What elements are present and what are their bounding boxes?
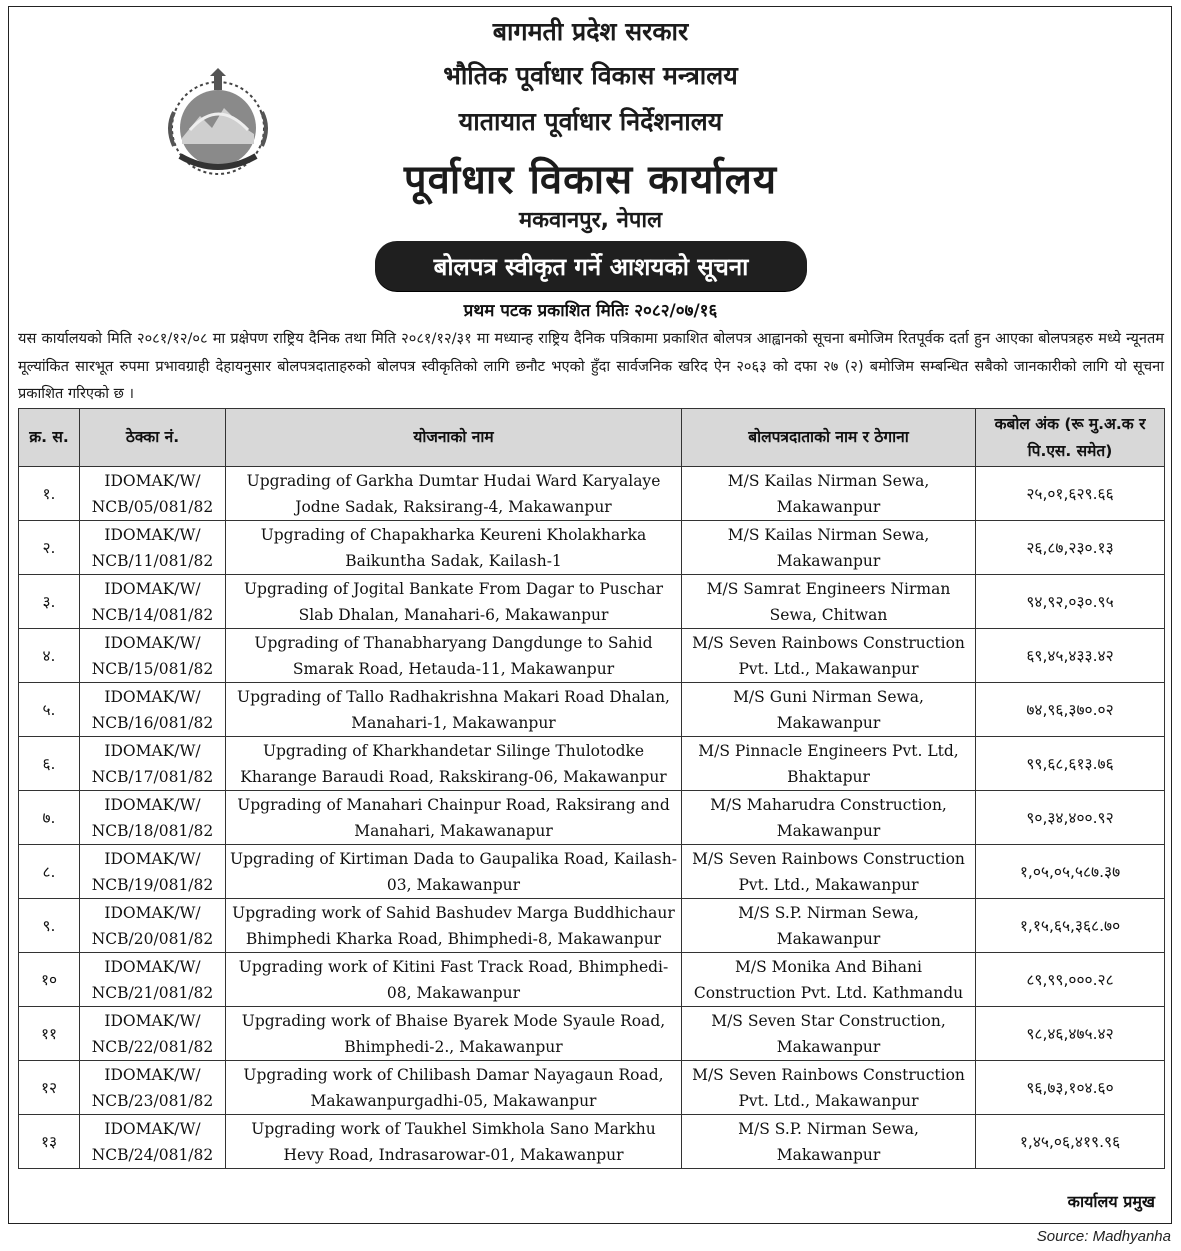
table-row (19, 521, 1165, 575)
cell-amount: ९४,९२,०३०.९५ (976, 575, 1165, 629)
cell-amount: २६,८७,२३०.१३ (976, 521, 1165, 575)
cell-sn: १० (19, 953, 80, 1007)
cell-amount: ९८,४६,४७५.४२ (976, 1007, 1165, 1061)
table-row (19, 1007, 1165, 1061)
cell-project: Upgrading of Jogital Bankate From Dagar to Puschar Slab Dhalan, Manahari-6, Makawanpur (226, 575, 682, 629)
cell-bidder: M/S Seven Rainbows Construction Pvt. Ltd., Makawanpur (682, 629, 976, 683)
bid-acceptance-table (18, 408, 1165, 1169)
cell-sn: १. (19, 467, 80, 521)
table-row (19, 737, 1165, 791)
header-project: योजनाको नाम (226, 409, 682, 467)
cell-bidder: M/S Guni Nirman Sewa, Makawanpur (682, 683, 976, 737)
cell-bidder: M/S Seven Rainbows Construction Pvt. Ltd., Makawanpur (682, 845, 976, 899)
cell-contract-no: IDOMAK/W/ NCB/24/081/82 (80, 1115, 226, 1169)
cell-bidder: M/S Maharudra Construction, Makawanpur (682, 791, 976, 845)
cell-amount: ७४,९६,३७०.०२ (976, 683, 1165, 737)
cell-amount: ९६,७३,१०४.६० (976, 1061, 1165, 1115)
cell-contract-no: IDOMAK/W/ NCB/22/081/82 (80, 1007, 226, 1061)
office-chief-signature: कार्यालय प्रमुख (1067, 1192, 1155, 1211)
table-row (19, 683, 1165, 737)
header-amount: कबोल अंक (रू मु.अ.क र पि.एस. समेत) (976, 409, 1165, 467)
cell-contract-no: IDOMAK/W/ NCB/17/081/82 (80, 737, 226, 791)
cell-bidder: M/S Kailas Nirman Sewa, Makawanpur (682, 467, 976, 521)
cell-project: Upgrading work of Taukhel Simkhola Sano Markhu Hevy Road, Indrasarowar-01, Makawanpur (226, 1115, 682, 1169)
cell-sn: ५. (19, 683, 80, 737)
government-heading: बागमती प्रदेश सरकार (492, 17, 689, 46)
cell-sn: १३ (19, 1115, 80, 1169)
header-sn: क्र. स. (19, 409, 80, 467)
table-row (19, 467, 1165, 521)
table-row (19, 575, 1165, 629)
cell-amount: ८९,९९,०००.२८ (976, 953, 1165, 1007)
cell-project: Upgrading of Garkha Dumtar Hudai Ward Karyalaye Jodne Sadak, Raksirang-4, Makawanpur (226, 467, 682, 521)
cell-bidder: M/S Pinnacle Engineers Pvt. Ltd, Bhaktapur (682, 737, 976, 791)
ministry-heading: भौतिक पूर्वाधार विकास मन्त्रालय (443, 61, 738, 90)
table-row (19, 791, 1165, 845)
cell-contract-no: IDOMAK/W/ NCB/14/081/82 (80, 575, 226, 629)
cell-project: Upgrading of Kirtiman Dada to Gaupalika Road, Kailash-03, Makawanpur (226, 845, 682, 899)
notice-body: यस कार्यालयको मिति २०८१/१२/०८ मा प्रक्षेपण राष्ट्रिय दैनिक तथा मिति २०८१/१२/३१ मा मध्यान्ह राष्ट्रिय दैनिक पत्रिकामा प्रकाशित बोलपत्र आह्वानको सूचना बमोजिम रितपूर्वक दर्ता हुन आएका बोलपत्रहरु मध्ये न्यूनतम मूल्यांकित सारभूत रुपमा प्रभावग्राही देहायनुसार बोलपत्रदाताहरुको बोलपत्र स्वीकृतिको लागि छनौट भएको हुँदा सार्वजनिक खरिद ऐन २०६३ को दफा २७ (२) बमोजिम सम्बन्धित सबैको जानकारीको लागि यो सूचना प्रकाशित गरिएको छ । (18, 330, 1164, 402)
cell-amount: ९०,३४,४००.९२ (976, 791, 1165, 845)
cell-sn: २. (19, 521, 80, 575)
cell-sn: ८. (19, 845, 80, 899)
office-location: मकवानपुर, नेपाल (518, 208, 663, 233)
cell-contract-no: IDOMAK/W/ NCB/16/081/82 (80, 683, 226, 737)
table-row (19, 1115, 1165, 1169)
cell-sn: ७. (19, 791, 80, 845)
cell-bidder: M/S Monika And Bihani Construction Pvt. Ltd. Kathmandu (682, 953, 976, 1007)
cell-project: Upgrading work of Chilibash Damar Nayagaun Road, Makawanpurgadhi-05, Makawanpur (226, 1061, 682, 1115)
table-row (19, 953, 1165, 1007)
cell-project: Upgrading of Thanabharyang Dangdunge to Sahid Smarak Road, Hetauda-11, Makawanpur (226, 629, 682, 683)
publish-date: प्रथम पटक प्रकाशित मितिः २०८२/०७/१६ (463, 301, 718, 321)
cell-amount: १,४५,०६,४१९.९६ (976, 1115, 1165, 1169)
cell-sn: १२ (19, 1061, 80, 1115)
cell-sn: ४. (19, 629, 80, 683)
cell-sn: ११ (19, 1007, 80, 1061)
cell-contract-no: IDOMAK/W/ NCB/23/081/82 (80, 1061, 226, 1115)
cell-amount: ६९,४५,४३३.४२ (976, 629, 1165, 683)
cell-contract-no: IDOMAK/W/ NCB/21/081/82 (80, 953, 226, 1007)
cell-amount: १,०५,०५,५८७.३७ (976, 845, 1165, 899)
cell-project: Upgrading of Manahari Chainpur Road, Raksirang and Manahari, Makawanapur (226, 791, 682, 845)
office-title: पूर्वाधार विकास कार्यालय (403, 157, 778, 203)
cell-project: Upgrading work of Kitini Fast Track Road, Bhimphedi-08, Makawanpur (226, 953, 682, 1007)
cell-amount: १,१५,६५,३६८.७० (976, 899, 1165, 953)
cell-contract-no: IDOMAK/W/ NCB/19/081/82 (80, 845, 226, 899)
cell-project: Upgrading work of Bhaise Byarek Mode Syaule Road, Bhimphedi-2., Makawanpur (226, 1007, 682, 1061)
cell-contract-no: IDOMAK/W/ NCB/15/081/82 (80, 629, 226, 683)
cell-sn: ६. (19, 737, 80, 791)
cell-bidder: M/S S.P. Nirman Sewa, Makawanpur (682, 899, 976, 953)
cell-amount: २५,०१,६२९.६६ (976, 467, 1165, 521)
cell-bidder: M/S Kailas Nirman Sewa, Makawanpur (682, 521, 976, 575)
cell-project: Upgrading work of Sahid Bashudev Marga Buddhichaur Bhimphedi Kharka Road, Bhimphedi-8, Makawanpur (226, 899, 682, 953)
table-row (19, 629, 1165, 683)
table-row (19, 1061, 1165, 1115)
table-row (19, 845, 1165, 899)
cell-project: Upgrading of Chapakharka Keureni Kholakharka Baikuntha Sadak, Kailash-1 (226, 521, 682, 575)
cell-bidder: M/S S.P. Nirman Sewa, Makawanpur (682, 1115, 976, 1169)
cell-project: Upgrading of Tallo Radhakrishna Makari Road Dhalan, Manahari-1, Makawanpur (226, 683, 682, 737)
cell-sn: ३. (19, 575, 80, 629)
cell-contract-no: IDOMAK/W/ NCB/18/081/82 (80, 791, 226, 845)
cell-bidder: M/S Samrat Engineers Nirman Sewa, Chitwan (682, 575, 976, 629)
directorate-heading: यातायात पूर्वाधार निर्देशनालय (458, 107, 723, 136)
table-row (19, 899, 1165, 953)
cell-contract-no: IDOMAK/W/ NCB/11/081/82 (80, 521, 226, 575)
cell-project: Upgrading of Kharkhandetar Silinge Thulotodke Kharange Baraudi Road, Rakskirang-06, Makawanpur (226, 737, 682, 791)
cell-contract-no: IDOMAK/W/ NCB/20/081/82 (80, 899, 226, 953)
source-credit: Source: Madhyanha (1036, 1228, 1171, 1245)
cell-amount: ९९,६८,६१३.७६ (976, 737, 1165, 791)
notice-title-banner: बोलपत्र स्वीकृत गर्ने आशयको सूचना (375, 241, 807, 291)
cell-sn: ९. (19, 899, 80, 953)
header-bidder: बोलपत्रदाताको नाम र ठेगाना (682, 409, 976, 467)
table-header-row (19, 409, 1165, 467)
header-contract-no: ठेक्का नं. (80, 409, 226, 467)
cell-bidder: M/S Seven Rainbows Construction Pvt. Ltd., Makawanpur (682, 1061, 976, 1115)
cell-bidder: M/S Seven Star Construction, Makawanpur (682, 1007, 976, 1061)
cell-contract-no: IDOMAK/W/ NCB/05/081/82 (80, 467, 226, 521)
